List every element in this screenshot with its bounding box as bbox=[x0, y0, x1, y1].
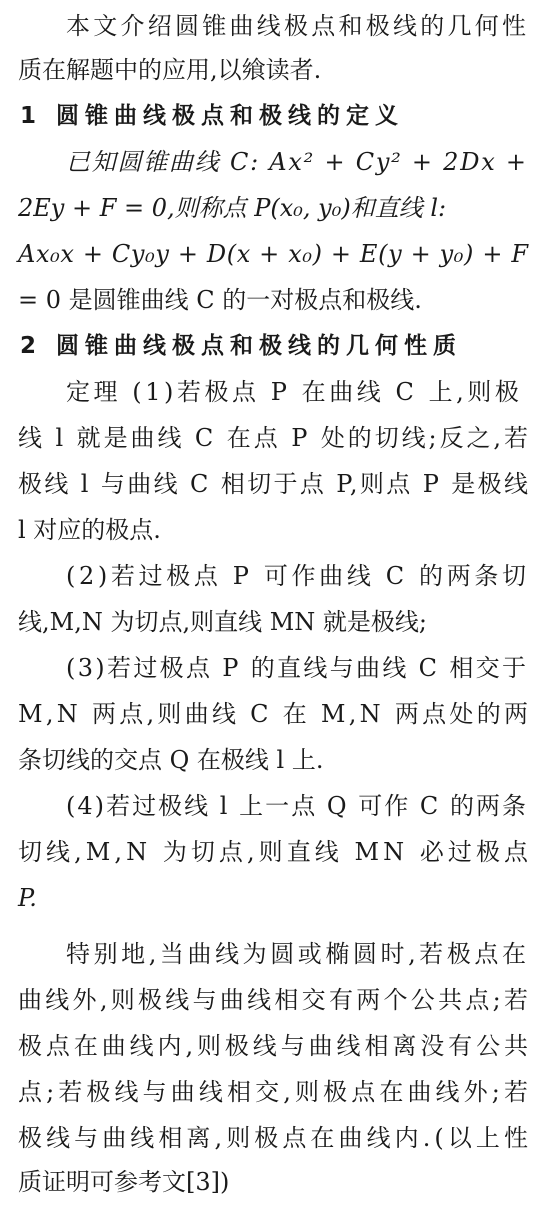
theorem-part3-line-3: 条切线的交点 Q 在极线 l 上. bbox=[18, 746, 324, 774]
remark-line-2: 曲线外,则极线与曲线相交有两个公共点;若 bbox=[18, 986, 532, 1014]
remark-line-1: 特别地,当曲线为圆或椭圆时,若极点在 bbox=[66, 940, 530, 968]
paragraph-intro-line-1: 本文介绍圆锥曲线极点和极线的几何性 bbox=[66, 12, 530, 40]
theorem-line-2: 线 l 就是曲线 C 在点 P 处的切线;反之,若 bbox=[18, 424, 531, 452]
paragraph-intro-line-2: 质在解题中的应用,以飨读者. bbox=[18, 56, 322, 84]
definition-line-1: 已知圆锥曲线 C: Ax² + Cy² + 2Dx + bbox=[66, 148, 528, 176]
remark-line-5: 极线与曲线相离,则极点在曲线内.(以上性 bbox=[18, 1124, 533, 1152]
section-heading-1: 1 圆锥曲线极点和极线的定义 bbox=[20, 103, 405, 129]
theorem-part4-line-3: P. bbox=[18, 884, 37, 912]
theorem-part2-line-1: (2)若过极点 P 可作曲线 C 的两条切 bbox=[66, 562, 530, 590]
section-heading-2: 2 圆锥曲线极点和极线的几何性质 bbox=[20, 333, 463, 359]
remark-line-4: 点;若极线与曲线相交,则极点在曲线外;若 bbox=[18, 1078, 533, 1106]
theorem-part4-line-1: (4)若过极线 l 上一点 Q 可作 C 的两条 bbox=[66, 792, 529, 820]
theorem-part4-line-2: 切线,M,N 为切点,则直线 MN 必过极点 bbox=[18, 838, 533, 866]
theorem-part2-line-2: 线,M,N 为切点,则直线 MN 就是极线; bbox=[18, 608, 428, 636]
theorem-part3-line-2: M,N 两点,则曲线 C 在 M,N 两点处的两 bbox=[18, 700, 532, 728]
theorem-line-4: l 对应的极点. bbox=[18, 516, 161, 544]
remark-line-6: 质证明可参考文[3]) bbox=[18, 1168, 230, 1196]
definition-line-2: 2Ey + F = 0,则称点 P(x₀, y₀)和直线 l: bbox=[18, 194, 447, 222]
theorem-line-1: 定理 (1)若极点 P 在曲线 C 上,则极 bbox=[66, 378, 523, 406]
theorem-part3-line-1: (3)若过极点 P 的直线与曲线 C 相交于 bbox=[66, 654, 529, 682]
definition-line-4: = 0 是圆锥曲线 C 的一对极点和极线. bbox=[18, 286, 422, 314]
theorem-line-3: 极线 l 与曲线 C 相切于点 P,则点 P 是极线 bbox=[18, 470, 531, 498]
remark-line-3: 极点在曲线内,则极线与曲线相离没有公共 bbox=[18, 1032, 532, 1060]
definition-line-3: Ax₀x + Cy₀y + D(x + x₀) + E(y + y₀) + F bbox=[18, 240, 529, 268]
